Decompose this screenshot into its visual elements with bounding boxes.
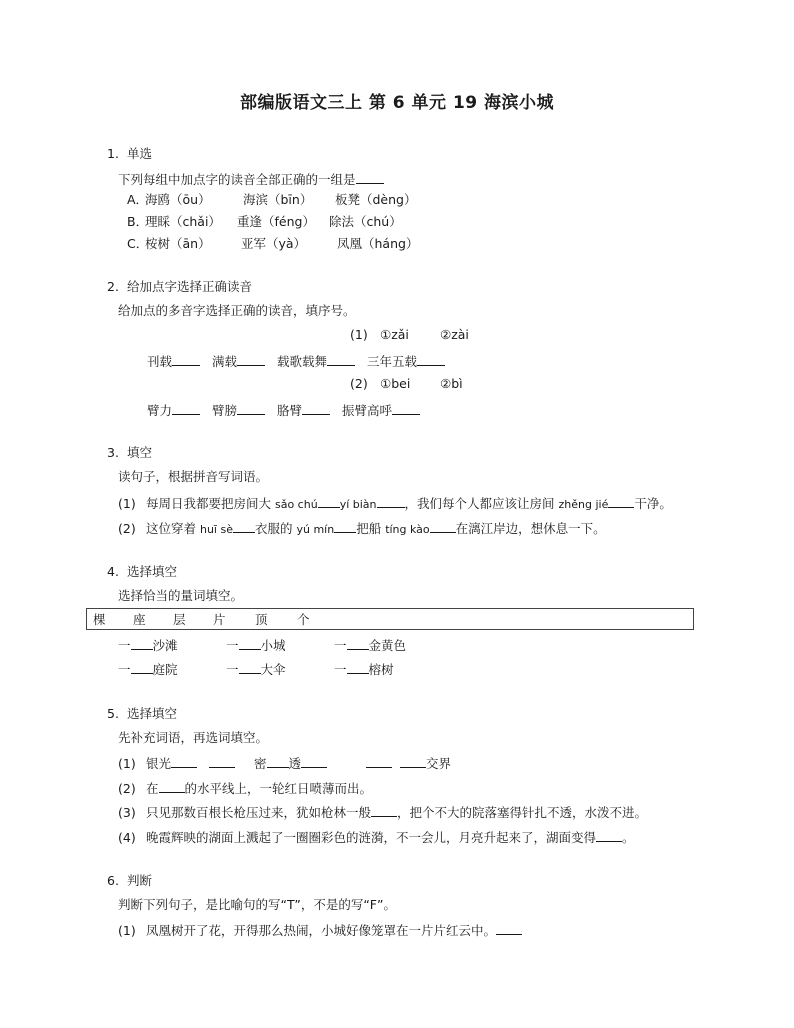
answer-blank[interactable] — [267, 754, 289, 768]
noun: 庭院 — [152, 662, 178, 677]
q5-prompt: 先补充词语，再选词填空。 — [118, 730, 269, 745]
noun: 金黄色 — [368, 638, 407, 653]
word: 臂膀 — [212, 403, 238, 418]
q5-number: 5. — [107, 706, 119, 721]
q6-sentence-1 — [118, 921, 522, 939]
q5-sentence-1 — [118, 754, 451, 772]
q3-sentence-1 — [118, 494, 672, 513]
sentence-text: ，把个不大的院落塞得针扎不透，水泼不进。 — [397, 805, 648, 820]
noun: 大伞 — [260, 662, 286, 677]
option-letter: B． — [127, 214, 149, 229]
sentence-number: (1) — [118, 496, 136, 511]
noun: 小城 — [260, 638, 286, 653]
part-label: (1) — [350, 327, 368, 342]
answer-blank[interactable] — [172, 401, 200, 415]
q3-heading — [107, 445, 152, 461]
sentence-text: 把船 — [356, 521, 386, 536]
q1-title: 单选 — [126, 146, 152, 161]
part-label: (2) — [350, 376, 368, 391]
answer-blank[interactable] — [159, 779, 185, 793]
prefix: 一 — [226, 638, 239, 653]
answer-blank[interactable] — [347, 660, 369, 674]
q2-title: 给加点字选择正确读音 — [126, 279, 252, 294]
q6-number: 6. — [107, 873, 119, 888]
q2-part2-options — [350, 376, 463, 392]
answer-blank[interactable] — [596, 828, 622, 842]
answer-blank[interactable] — [171, 754, 197, 768]
sentence-number: (3) — [118, 805, 136, 820]
measure-word: 片 — [213, 612, 226, 627]
sentence-number: (1) — [118, 756, 136, 771]
answer-blank[interactable] — [131, 636, 153, 650]
word: 振臂高呼 — [342, 403, 393, 418]
answer-blank[interactable] — [327, 352, 355, 366]
word: 银光 — [146, 756, 172, 771]
sentence-number: (1) — [118, 923, 136, 938]
sentence-text: 这位穿着 — [146, 521, 200, 536]
word: 胳臂 — [277, 403, 303, 418]
q6-heading — [107, 873, 152, 889]
word: 密 — [254, 756, 267, 771]
sentence-text: 只见那数百根长枪压过来，犹如枪林一般 — [146, 805, 372, 820]
q3-title: 填空 — [126, 445, 152, 460]
word: 三年五载 — [367, 354, 418, 369]
reading-option: ①bei — [380, 376, 411, 391]
answer-blank[interactable] — [496, 921, 522, 935]
word: 刊载 — [147, 354, 173, 369]
measure-word-box — [86, 608, 694, 630]
word: 臂力 — [147, 403, 173, 418]
word: 满载 — [212, 354, 238, 369]
answer-blank[interactable] — [366, 754, 392, 768]
measure-word: 层 — [173, 612, 186, 627]
answer-blank[interactable] — [334, 519, 356, 533]
q4-title: 选择填空 — [126, 564, 177, 579]
q5-sentence-3 — [118, 803, 647, 821]
measure-word: 顶 — [255, 612, 268, 627]
q5-sentence-4 — [118, 828, 635, 846]
q1-prompt-text: 下列每组中加点字的读音全部正确的一组是 — [118, 172, 356, 187]
answer-blank[interactable] — [400, 754, 426, 768]
q1-answer-blank[interactable] — [356, 170, 384, 184]
answer-blank[interactable] — [301, 754, 327, 768]
sentence-text: 的水平线上，一轮红日喷薄而出。 — [184, 781, 373, 796]
prefix: 一 — [118, 638, 131, 653]
q6-title: 判断 — [126, 873, 152, 888]
answer-blank[interactable] — [209, 754, 235, 768]
document-title: 部编版语文三上 第 6 单元 19 海滨小城 — [239, 93, 555, 113]
answer-blank[interactable] — [608, 494, 634, 508]
option-item: 板凳（dèng） — [335, 192, 417, 207]
answer-blank[interactable] — [239, 636, 261, 650]
option-item: 理睬（chǎi） — [145, 214, 221, 229]
answer-blank[interactable] — [237, 401, 265, 415]
prefix: 一 — [226, 662, 239, 677]
q4-heading — [107, 564, 177, 580]
answer-blank[interactable] — [302, 401, 330, 415]
option-item: 桉树（ān） — [145, 236, 211, 251]
prefix: 一 — [118, 662, 131, 677]
q4-row-2 — [118, 660, 394, 678]
option-item: 重逢（féng） — [237, 214, 315, 229]
answer-blank[interactable] — [377, 494, 405, 508]
pinyin: huī sè — [199, 523, 233, 536]
prefix: 一 — [334, 638, 347, 653]
pinyin: zhěng jié — [558, 498, 609, 511]
q3-sentence-2 — [118, 519, 606, 538]
option-item: 亚军（yà） — [241, 236, 307, 251]
sentence-number: (4) — [118, 830, 136, 845]
noun: 沙滩 — [152, 638, 178, 653]
word: 透 — [288, 756, 302, 771]
answer-blank[interactable] — [172, 352, 200, 366]
q1-prompt — [118, 170, 384, 188]
q6-prompt: 判断下列句子，是比喻句的写“T”，不是的写“F”。 — [118, 897, 396, 912]
option-item: 海滨（bīn） — [243, 192, 313, 207]
q5-title: 选择填空 — [126, 706, 177, 721]
sentence-number: (2) — [118, 521, 136, 536]
q2-part2-words — [147, 401, 420, 419]
answer-blank[interactable] — [237, 352, 265, 366]
q2-part1-options — [350, 327, 469, 343]
prefix: 一 — [334, 662, 347, 677]
sentence-text: ，我们每个人都应该让房间 — [404, 496, 559, 511]
option-item: 凤凰（háng） — [337, 236, 419, 251]
option-item: 除法（chú） — [329, 214, 402, 229]
q3-prompt: 读句子，根据拼音写词语。 — [118, 469, 269, 484]
option-letter: A． — [127, 192, 149, 207]
sentence-text: 衣服的 — [254, 521, 297, 536]
answer-blank[interactable] — [347, 636, 369, 650]
reading-option: ①zǎi — [380, 327, 409, 342]
q2-heading — [107, 279, 252, 295]
answer-blank[interactable] — [430, 519, 456, 533]
sentence-text: 每周日我都要把房间大 — [146, 496, 275, 511]
reading-option: ②bì — [440, 376, 463, 391]
option-letter: C． — [127, 236, 149, 251]
pinyin: tíng kào — [385, 523, 430, 536]
q4-row-1 — [118, 636, 406, 654]
q5-sentence-2 — [118, 779, 372, 797]
answer-blank[interactable] — [131, 660, 153, 674]
answer-blank[interactable] — [233, 519, 255, 533]
q2-number: 2. — [107, 279, 119, 294]
sentence-text: 在 — [146, 781, 159, 796]
noun: 榕树 — [368, 662, 394, 677]
q4-prompt: 选择恰当的量词填空。 — [118, 588, 244, 603]
q2-prompt: 给加点的多音字选择正确的读音，填序号。 — [118, 303, 356, 318]
answer-blank[interactable] — [318, 494, 340, 508]
option-item: 海鸥（ōu） — [145, 192, 211, 207]
q1-heading — [107, 146, 152, 162]
q1-option-a[interactable] — [127, 192, 416, 208]
q4-number: 4. — [107, 564, 119, 579]
sentence-text: 干净。 — [634, 496, 672, 511]
pinyin: yí biàn — [339, 498, 377, 511]
word: 交界 — [426, 756, 452, 771]
pinyin: yú mín — [296, 523, 335, 536]
reading-option: ②zài — [440, 327, 469, 342]
sentence-text: 晚霞辉映的湖面上溅起了一圈圈彩色的涟漪，不一会儿，月亮升起来了，湖面变得 — [146, 830, 597, 845]
measure-word: 个 — [297, 612, 310, 627]
q1-option-c[interactable] — [127, 236, 418, 252]
word: 载歌载舞 — [277, 354, 328, 369]
answer-blank[interactable] — [239, 660, 261, 674]
answer-blank[interactable] — [371, 803, 397, 817]
q1-number: 1. — [107, 146, 119, 161]
pinyin: sǎo chú — [274, 498, 318, 511]
q5-heading — [107, 706, 177, 722]
sentence-text: 。 — [622, 830, 635, 845]
answer-blank[interactable] — [417, 352, 445, 366]
measure-word: 座 — [133, 612, 146, 627]
measure-word: 棵 — [93, 612, 106, 627]
sentence-number: (2) — [118, 781, 136, 796]
q2-part1-words — [147, 352, 445, 370]
sentence-text: 在漓江岸边，想休息一下。 — [455, 521, 606, 536]
sentence-text: 凤凰树开了花，开得那么热闹，小城好像笼罩在一片片红云中。 — [146, 923, 497, 938]
answer-blank[interactable] — [392, 401, 420, 415]
q1-option-b[interactable] — [127, 214, 402, 230]
q3-number: 3. — [107, 445, 119, 460]
